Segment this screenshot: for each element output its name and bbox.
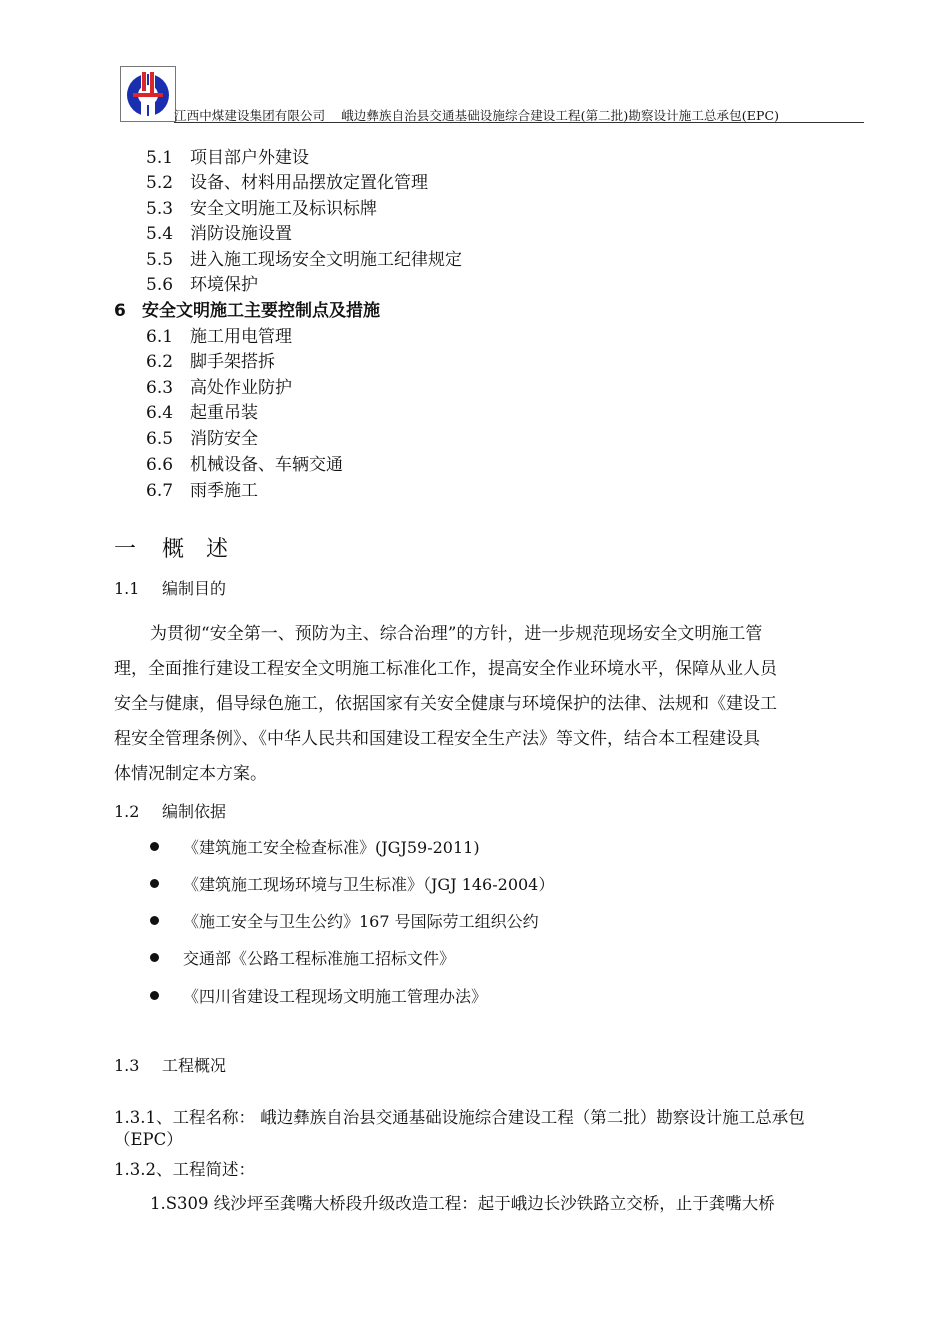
toc-item-number: 5.6 [146,275,174,295]
section-title: 编制目的 [162,579,227,598]
project-description-line: 1.S309 线沙坪至龚嘴大桥段升级改造工程：起于峨边长沙铁路立交桥，止于龚嘴大桥 [150,1194,775,1213]
chapter-heading [114,532,228,563]
basis-list-item [150,984,487,1007]
toc-item-label: 消防设施设置 [190,224,292,244]
toc-item-label: 进入施工现场安全文明施工纪律规定 [190,250,462,270]
toc-item-label: 设备、材料用品摆放定置化管理 [190,173,428,193]
page-header [120,66,870,122]
toc-item-label: 脚手架搭拆 [190,352,275,372]
toc-item[interactable] [146,398,258,423]
paragraph-line: 理，全面推行建设工程安全文明施工标准化工作，提高安全作业环境水平，保障从业人员 [114,659,777,679]
toc-item[interactable] [146,219,292,244]
basis-list-item [150,835,480,858]
paragraph-line: 安全与健康，倡导绿色施工，依据国家有关安全健康与环境保护的法律、法规和《建设工 [114,694,777,714]
paragraph-line: 程安全管理条例》、《中华人民共和国建设工程安全生产法》等文件，结合本工程建设具 [114,729,760,749]
basis-text: 《建筑施工现场环境与卫生标准》（JGJ 146-2004） [183,875,555,894]
toc-item-label: 高处作业防护 [190,378,292,398]
toc-item-number: 5.2 [146,173,174,193]
bullet-icon [150,879,159,888]
toc-item[interactable] [146,476,258,501]
section-number: 1.2 [114,802,140,821]
basis-list-item [150,946,455,969]
basis-text: 《建筑施工安全检查标准》(JGJ59-2011) [183,838,480,857]
project-summary-heading: 1.3.2、工程简述： [114,1160,255,1179]
toc-item[interactable] [146,143,309,168]
paragraph-line [114,617,860,652]
paragraph-line: 体情况制定本方案。 [114,764,267,784]
toc-item-label: 环境保护 [190,275,258,295]
toc-chapter-6[interactable] [114,296,380,321]
section-title: 编制依据 [162,802,227,821]
toc-item-number: 6.5 [146,429,174,449]
section-number: 1.1 [114,579,140,598]
toc-item-label: 机械设备、车辆交通 [190,455,343,475]
bullet-icon [150,916,159,925]
toc-chapter-label: 安全文明施工主要控制点及措施 [142,301,380,321]
bullet-icon [150,953,159,962]
paragraph-line-text: 为贯彻“安全第一、预防为主、综合治理”的方针，进一步规范现场安全文明施工管 [150,624,763,644]
bullet-icon [150,991,159,1000]
toc-item-label: 安全文明施工及标识标牌 [190,199,377,219]
purpose-paragraph [114,617,860,792]
toc-item-number: 5.4 [146,224,174,244]
toc-item-number: 6.2 [146,352,174,372]
toc-item-number: 6.6 [146,455,174,475]
basis-text: 《施工安全与卫生公约》167 号国际劳工组织公约 [183,912,539,931]
toc-item-label: 消防安全 [190,429,258,449]
toc-item[interactable] [146,245,462,270]
toc-item-number: 6.4 [146,403,174,423]
header-divider [174,122,864,123]
section-heading-1-1 [114,576,226,599]
chapter-number: 一 [114,537,137,562]
toc-item-label: 项目部户外建设 [190,148,309,168]
toc-item[interactable] [146,347,275,372]
header-company: 江西中煤建设集团有限公司 [174,108,326,123]
toc-item[interactable] [146,450,343,475]
bullet-icon [150,842,159,851]
section-title: 工程概况 [162,1056,227,1075]
basis-list-item [150,872,554,895]
toc-item-number: 5.3 [146,199,174,219]
toc-item-label: 起重吊装 [190,403,258,423]
chapter-title-char: 概 [162,537,185,562]
toc-item-number: 6.3 [146,378,174,398]
toc-item-label: 雨季施工 [190,481,258,501]
chapter-title-char: 述 [206,537,229,562]
project-name: 1.3.1、工程名称： 峨边彝族自治县交通基础设施综合建设工程（第二批）勘察设计施工总承包（EPC） [114,1108,805,1149]
toc-item-label: 施工用电管理 [190,327,292,347]
toc-item[interactable] [146,270,258,295]
header-project: 峨边彝族自治县交通基础设施综合建设工程(第二批)勘察设计施工总承包(EPC) [341,108,780,123]
toc-item-number: 5.1 [146,148,174,168]
toc-item[interactable] [146,194,377,219]
toc-item[interactable] [146,424,258,449]
toc-item[interactable] [146,373,292,398]
toc-item-number: 6.1 [146,327,174,347]
basis-text: 交通部《公路工程标准施工招标文件》 [183,949,456,968]
section-heading-1-2 [114,799,226,822]
toc-chapter-number: 6 [114,301,126,321]
company-logo [120,66,176,122]
basis-list-item [150,909,539,932]
toc-item[interactable] [146,168,428,193]
toc-item-number: 6.7 [146,481,174,501]
section-heading-1-3 [114,1053,226,1076]
toc-item-number: 5.5 [146,250,174,270]
section-number: 1.3 [114,1056,140,1075]
toc-item[interactable] [146,322,292,347]
basis-text: 《四川省建设工程现场文明施工管理办法》 [183,987,488,1006]
